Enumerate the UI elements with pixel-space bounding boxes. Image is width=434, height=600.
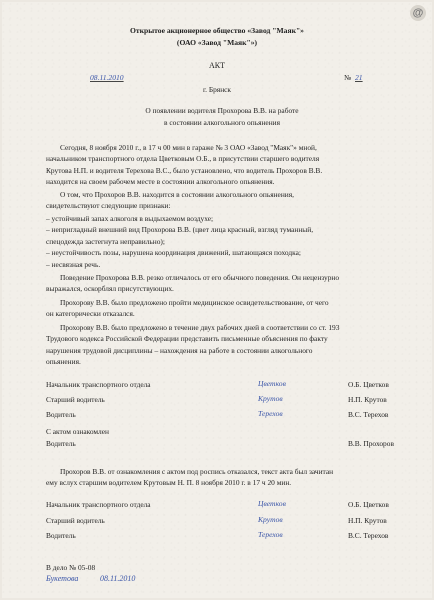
act-title: АКТ bbox=[209, 61, 225, 70]
paragraph-incident: Сегодня, 8 ноября 2010 г., в 17 ч 00 мин в гараже № 3 ОАО «Завод "Маяк"» мной, начальником транспортного отдела Цветковым О.Б., в присутствии старшего водителя Крутова Н.П. и водителя Терехова В.С., было установлено, что водитель Прохоров В.В. находится на своем рабочем месте в состоянии алкогольного опьянения. bbox=[46, 143, 323, 187]
act-number: 21 bbox=[355, 73, 363, 82]
handwritten-signature: Цветков bbox=[258, 379, 286, 388]
handwritten-signature: Терехов bbox=[258, 530, 283, 539]
list-item: – непригладный внешний вид Прохорова В.В. (цвет лица красный, взгляд туманный, bbox=[46, 225, 314, 235]
signature-row: Старший водитель Крутов Н.П. Крутов bbox=[46, 394, 387, 404]
handwritten-signature: Терехов bbox=[258, 409, 283, 418]
signature-row: Старший водитель Крутов Н.П. Крутов bbox=[46, 515, 387, 525]
paragraph-medical: Прохорову В.В. было предложено пройти медицинское освидетельствование, от чего он категорически отказался. bbox=[46, 298, 329, 319]
signature-row: Начальник транспортного отдела Цветков О.Б. Цветков bbox=[46, 379, 389, 389]
act-number-sign: № bbox=[344, 73, 352, 82]
handwritten-signature: Крутов bbox=[258, 394, 283, 403]
handwritten-signature: Крутов bbox=[258, 515, 283, 524]
list-item: спецодежда застегнута неправильно); bbox=[46, 236, 165, 246]
signature-row: Начальник транспортного отдела Цветков О.Б. Цветков bbox=[46, 499, 389, 509]
handwritten-signature: Цветков bbox=[258, 499, 286, 508]
handwritten-signature: Букетова bbox=[46, 574, 79, 583]
signs-list bbox=[46, 213, 400, 270]
list-item: – устойчивый запах алкоголя в выдыхаемом воздухе; bbox=[46, 214, 214, 223]
paragraph-refusal: Прохоров В.В. от ознакомления с актом под роспись отказался, текст акта был зачитан ему вслух старшим водителем Крутовым Н. П. 8 ноября 2010 г. в 17 ч 20 мин. bbox=[46, 467, 334, 488]
org-name: Открытое акционерное общество «Завод "Маяк"» bbox=[130, 26, 304, 35]
list-item: – несвязная речь. bbox=[46, 259, 101, 269]
act-subject-line2: в состоянии алкогольного опьянения bbox=[163, 118, 281, 127]
org-short-name: (ОАО «Завод "Маяк"») bbox=[176, 38, 258, 47]
paragraph-signs-intro: О том, что Прохоров В.В. находится в состоянии алкогольного опьянения, свидетельствуют следующие признаки: bbox=[46, 190, 294, 211]
footer-date: 08.11.2010 bbox=[100, 574, 136, 583]
list-item: – неустойчивость позы, нарушена координация движений, шатающаяся походка; bbox=[46, 248, 301, 258]
paragraph-explanation: Прохорову В.В. было предложено в течение двух рабочих дней в соответствии со ст. 193 Трудового кодекса Российской Федерации представить письменные объяснения по факту нарушения трудовой дисциплины – нахождения на работе в состоянии алкогольного опьянения. bbox=[46, 323, 340, 367]
signature-row: Водитель Терехов В.С. Терехов bbox=[46, 530, 389, 540]
signature-row: Водитель В.В. Прохоров bbox=[46, 439, 394, 448]
act-date: 08.11.2010 bbox=[90, 73, 124, 82]
document-page bbox=[2, 2, 432, 598]
act-city: г. Брянск bbox=[202, 85, 232, 94]
paragraph-behavior: Поведение Прохорова В.В. резко отличалось от его обычного поведения. Он нецензурно выражался, оскорблял присутствующих. bbox=[46, 273, 340, 294]
acquainted-label: С актом ознакомлен bbox=[46, 427, 109, 436]
logo-icon: @ bbox=[410, 5, 426, 21]
signature-row: Водитель Терехов В.С. Терехов bbox=[46, 409, 389, 419]
file-note: В дело № 05-08 bbox=[46, 563, 96, 572]
act-subject-line1: О появлении водителя Прохорова В.В. на работе bbox=[145, 106, 299, 115]
